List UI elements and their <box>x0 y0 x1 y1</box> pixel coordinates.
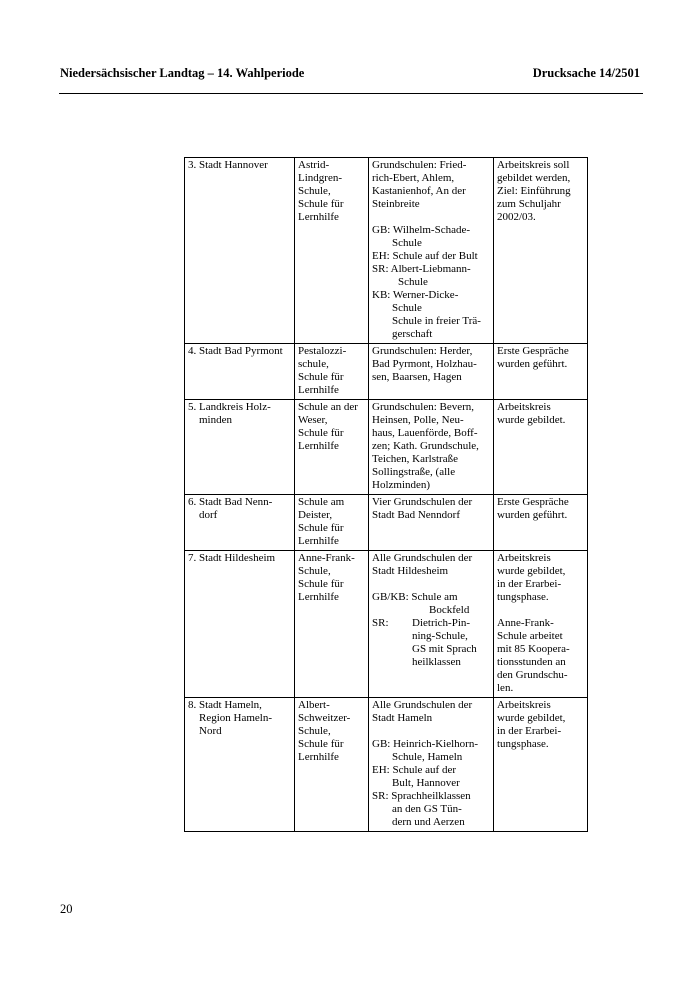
school-cell: Pestalozzi- schule, Schule für Lernhilfe <box>295 344 369 400</box>
school-cell: Anne-Frank- Schule, Schule für Lernhilfe <box>295 551 369 698</box>
table-row <box>185 698 588 832</box>
partner-schools-cell: Grundschulen: Fried- rich-Ebert, Ahlem, Kastanienhof, An der Steinbreite GB: Wilhelm-Schade- Schule EH: Schule auf der Bult SR: Albert-Liebmann- Schule KB: Werner-Dicke- Schule Schule in freier Trä- gerschaft <box>369 158 494 344</box>
region-cell: 7. Stadt Hildesheim <box>185 551 295 698</box>
partner-schools-cell: Grundschulen: Herder, Bad Pyrmont, Holzhau- sen, Baarsen, Hagen <box>369 344 494 400</box>
school-cell: Albert- Schweitzer- Schule, Schule für Lernhilfe <box>295 698 369 832</box>
status-cell: Arbeitskreis wurde gebildet, in der Erarbei- tungsphase. Anne-Frank- Schule arbeitet mit 85 Koopera- tionsstunden an den Grundschu- len. <box>494 551 588 698</box>
table-row <box>185 344 588 400</box>
page-number: 20 <box>60 902 73 916</box>
table-row <box>185 551 588 698</box>
region-cell: 3. Stadt Hannover <box>185 158 295 344</box>
partner-schools-cell: Grundschulen: Bevern, Heinsen, Polle, Neu- haus, Lauenförde, Boff- zen; Kath. Grundschule, Teichen, Karlstraße Sollingstraße, (alle Holzminden) <box>369 400 494 495</box>
table-row <box>185 400 588 495</box>
header-divider <box>59 93 643 94</box>
partner-schools-cell: Alle Grundschulen der Stadt Hildesheim GB/KB: Schule am Bockfeld SR: Dietrich-Pin- ning-Schule, GS mit Sprach heilklassen <box>369 551 494 698</box>
status-cell: Arbeitskreis wurde gebildet. <box>494 400 588 495</box>
partner-schools-cell: Alle Grundschulen der Stadt Hameln GB: Heinrich-Kielhorn- Schule, Hameln EH: Schule auf der Bult, Hannover SR: Sprachheilklassen an den GS Tün- dern und Aerzen <box>369 698 494 832</box>
header-title: Niedersächsischer Landtag – 14. Wahlperiode <box>60 66 305 80</box>
document-number: Drucksache 14/2501 <box>532 66 640 80</box>
table-row <box>185 158 588 344</box>
partner-schools-cell: Vier Grundschulen der Stadt Bad Nenndorf <box>369 495 494 551</box>
table-row <box>185 495 588 551</box>
status-cell: Arbeitskreis soll gebildet werden, Ziel: Einführung zum Schuljahr 2002/03. <box>494 158 588 344</box>
region-cell: 5. Landkreis Holz- minden <box>185 400 295 495</box>
status-cell: Erste Gespräche wurden geführt. <box>494 495 588 551</box>
region-cell: 6. Stadt Bad Nenn- dorf <box>185 495 295 551</box>
school-cell: Schule an der Weser, Schule für Lernhilfe <box>295 400 369 495</box>
status-cell: Erste Gespräche wurden geführt. <box>494 344 588 400</box>
schools-table <box>184 157 588 832</box>
region-cell: 4. Stadt Bad Pyrmont <box>185 344 295 400</box>
region-cell: 8. Stadt Hameln, Region Hameln- Nord <box>185 698 295 832</box>
status-cell: Arbeitskreis wurde gebildet, in der Erarbei- tungsphase. <box>494 698 588 832</box>
school-cell: Astrid- Lindgren- Schule, Schule für Lernhilfe <box>295 158 369 344</box>
school-cell: Schule am Deister, Schule für Lernhilfe <box>295 495 369 551</box>
